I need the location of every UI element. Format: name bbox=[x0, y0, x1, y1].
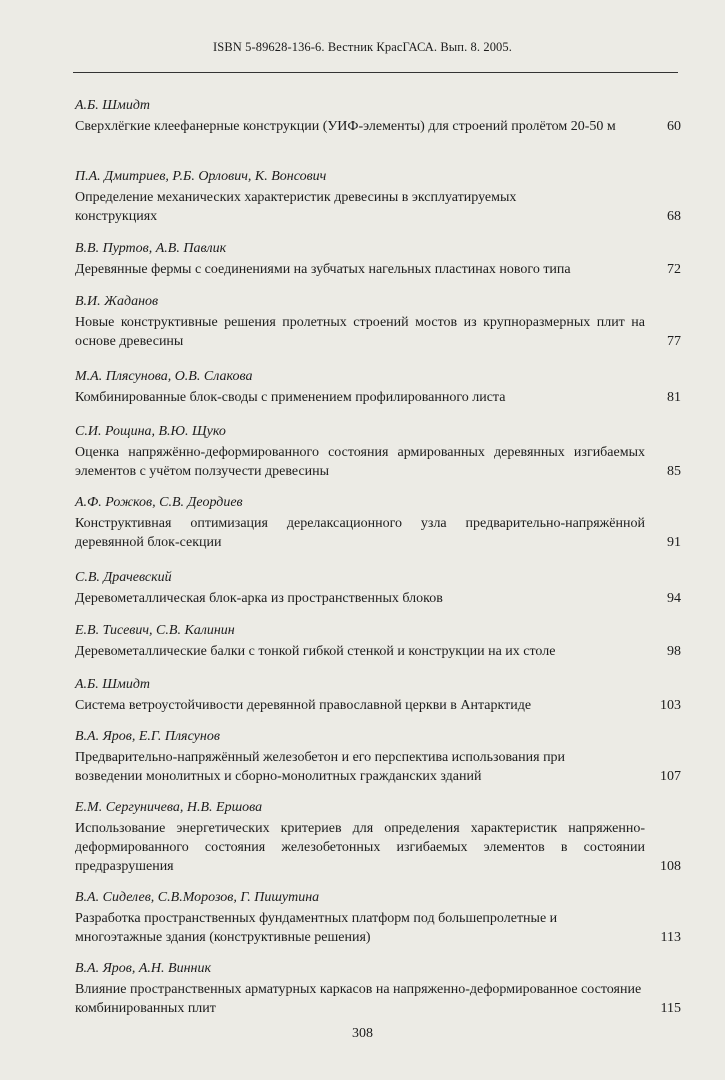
toc-entry bbox=[75, 494, 685, 552]
entry-authors: С.И. Рощина, В.Ю. Щуко bbox=[75, 424, 226, 439]
entry-authors: В.В. Пуртов, А.В. Павлик bbox=[75, 241, 227, 256]
toc-entry bbox=[75, 240, 685, 279]
entry-authors: А.Б. Шмидт bbox=[75, 677, 151, 692]
entry-title-row bbox=[75, 980, 685, 1018]
toc-entry bbox=[75, 569, 685, 608]
toc-entry bbox=[75, 960, 685, 1018]
entry-page-number: 81 bbox=[667, 390, 681, 405]
entry-title: Деревометаллическая блок-арка из пространственных блоков bbox=[75, 591, 443, 606]
entry-title-row bbox=[75, 388, 685, 407]
entry-page-number: 108 bbox=[660, 859, 681, 874]
entry-title: Влияние пространственных арматурных каркасов на напряженно-деформированное состояние комбинированных плит bbox=[75, 982, 642, 1016]
entry-page-number: 107 bbox=[660, 769, 681, 784]
toc-entry bbox=[75, 889, 685, 947]
entry-title: Сверхлёгкие клеефанерные конструкции (УИФ-элементы) для строений пролётом 20-50 м bbox=[75, 119, 616, 134]
entry-title-row bbox=[75, 589, 685, 608]
entry-title-row bbox=[75, 819, 685, 876]
entry-page-number: 98 bbox=[667, 644, 681, 659]
entry-title: Комбинированные блок-своды с применением профилированного листа bbox=[75, 390, 506, 405]
entry-authors: М.А. Плясунова, О.В. Слакова bbox=[75, 369, 253, 384]
entry-title: Разработка пространственных фундаментных платформ под большепролетные и многоэтажные здания (конструктивные решения) bbox=[75, 911, 558, 945]
entry-title: Конструктивная оптимизация дерелаксационного узла предварительно-напряжённой деревянной блок-секции bbox=[75, 516, 645, 550]
entry-authors: П.А. Дмитриев, Р.Б. Орлович, К. Вонсович bbox=[75, 169, 327, 184]
entry-title: Использование энергетических критериев для определения характеристик напряженно-деформированного состояния железобетонных изгибаемых элементов в состоянии предразрушения bbox=[75, 821, 645, 874]
toc-entry bbox=[75, 799, 685, 876]
toc-entry bbox=[75, 168, 685, 226]
entry-title-row bbox=[75, 260, 685, 279]
entry-title-row bbox=[75, 117, 685, 136]
entry-authors: В.А. Яров, А.Н. Винник bbox=[75, 961, 212, 976]
entry-title-row bbox=[75, 696, 685, 715]
page-number: 308 bbox=[352, 1026, 373, 1041]
toc-entry bbox=[75, 728, 685, 786]
entry-title: Деревометаллические балки с тонкой гибкой стенкой и конструкции на их столе bbox=[75, 644, 556, 659]
entry-page-number: 94 bbox=[667, 591, 681, 606]
entry-title-row bbox=[75, 313, 685, 351]
toc-entry bbox=[75, 676, 685, 715]
entry-authors: В.А. Яров, Е.Г. Плясунов bbox=[75, 729, 220, 744]
entry-page-number: 85 bbox=[667, 464, 681, 479]
entry-title: Деревянные фермы с соединениями на зубчатых нагельных пластинах нового типа bbox=[75, 262, 571, 277]
toc-entry bbox=[75, 368, 685, 407]
header-rule bbox=[73, 72, 678, 73]
entry-page-number: 68 bbox=[667, 209, 681, 224]
toc-entry bbox=[75, 293, 685, 351]
running-header: ISBN 5-89628-136-6. Вестник КрасГАСА. Вып. 8. 2005. bbox=[213, 40, 512, 54]
entry-authors: Е.М. Сергуничева, Н.В. Ершова bbox=[75, 800, 263, 815]
entry-title: Определение механических характеристик древесины в эксплуатируемых конструкциях bbox=[75, 190, 517, 224]
entry-title-row bbox=[75, 642, 685, 661]
entry-title: Предварительно-напряжённый железобетон и его перспектива использования при возведении монолитных и сборно-монолитных гражданских зданий bbox=[75, 750, 566, 784]
entry-page-number: 91 bbox=[667, 535, 681, 550]
entry-page-number: 113 bbox=[660, 930, 681, 945]
entry-authors: В.И. Жаданов bbox=[75, 294, 159, 309]
entry-authors: А.Б. Шмидт bbox=[75, 98, 151, 113]
entry-authors: С.В. Драчевский bbox=[75, 570, 172, 585]
entry-title: Новые конструктивные решения пролетных строений мостов из крупноразмерных плит на основе древесины bbox=[75, 315, 645, 349]
entry-title-row bbox=[75, 748, 685, 786]
toc-entry bbox=[75, 622, 685, 661]
entry-page-number: 77 bbox=[667, 334, 681, 349]
entry-authors: В.А. Сиделев, С.В.Морозов, Г. Пишутина bbox=[75, 890, 320, 905]
entry-page-number: 103 bbox=[660, 698, 681, 713]
entry-authors: Е.В. Тисевич, С.В. Калинин bbox=[75, 623, 235, 638]
entry-title: Оценка напряжённо-деформированного состояния армированных деревянных изгибаемых элементов с учётом ползучести древесины bbox=[75, 445, 645, 479]
entry-title-row bbox=[75, 514, 685, 552]
entry-title: Система ветроустойчивости деревянной православной церкви в Антарктиде bbox=[75, 698, 532, 713]
toc-entry bbox=[75, 423, 685, 481]
entry-page-number: 72 bbox=[667, 262, 681, 277]
toc-entry bbox=[75, 97, 685, 136]
entry-page-number: 60 bbox=[667, 119, 681, 134]
entry-page-number: 115 bbox=[660, 1001, 681, 1016]
entry-authors: А.Ф. Рожков, С.В. Деордиев bbox=[75, 495, 243, 510]
entry-title-row bbox=[75, 443, 685, 481]
entry-title-row bbox=[75, 188, 685, 226]
entry-title-row bbox=[75, 909, 685, 947]
